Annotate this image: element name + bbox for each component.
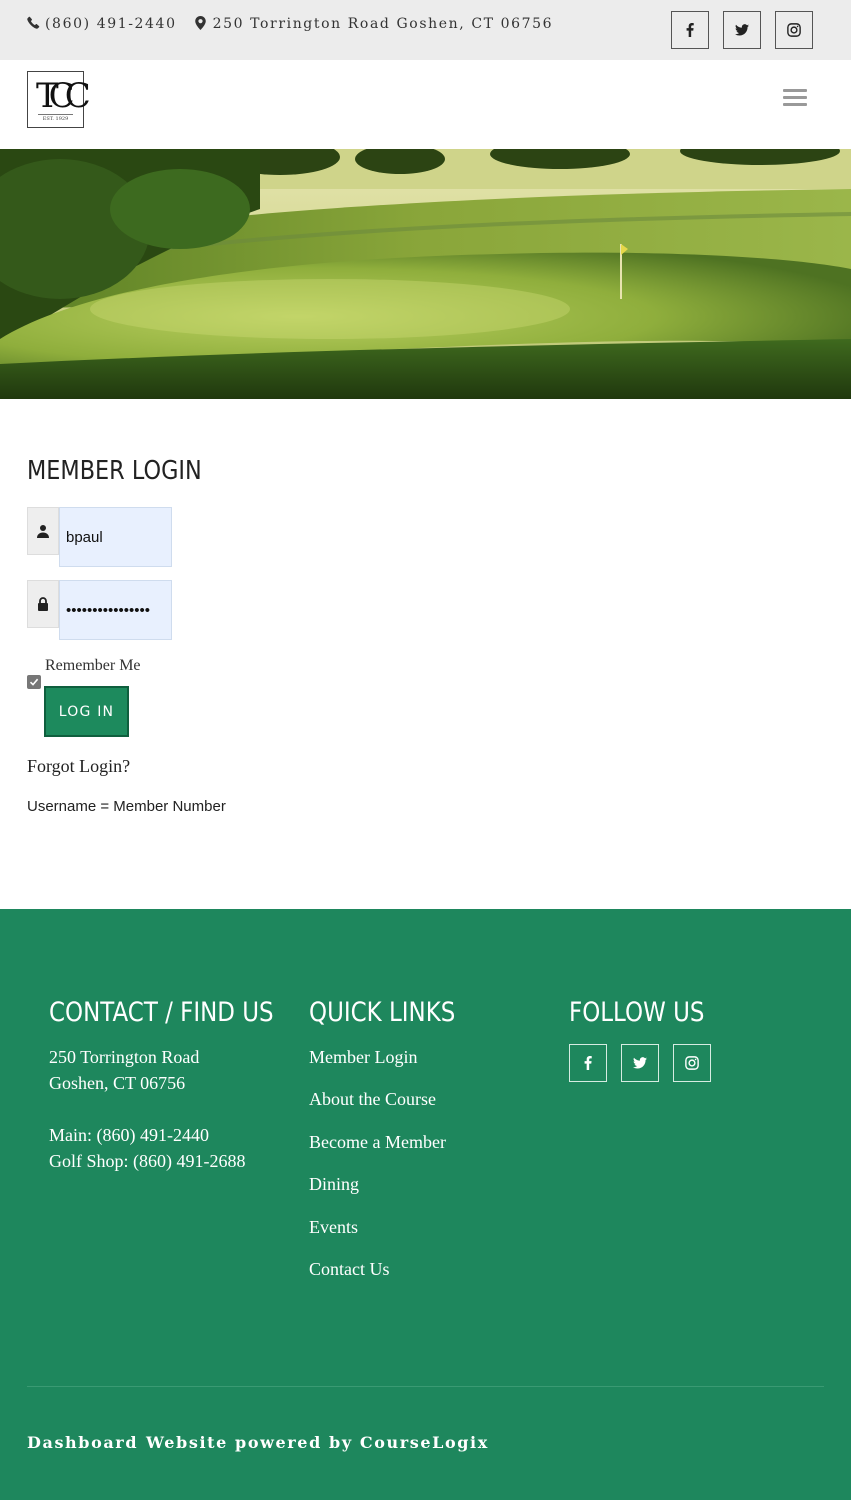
hamburger-menu-icon[interactable] (783, 89, 809, 107)
facebook-icon (683, 23, 697, 37)
top-instagram-button[interactable] (775, 11, 813, 49)
powered-by-link[interactable]: Website powered by CourseLogix (146, 1433, 489, 1452)
contact-line (27, 16, 553, 32)
footer-facebook-button[interactable] (569, 1044, 607, 1082)
instagram-icon (787, 23, 801, 37)
top-bar (0, 0, 851, 60)
instagram-icon (685, 1056, 699, 1070)
top-twitter-button[interactable] (723, 11, 761, 49)
quick-links-heading: QUICK LINKS (309, 997, 456, 1028)
twitter-icon (633, 1056, 647, 1070)
footer-divider (27, 1386, 824, 1387)
checkmark-icon (29, 677, 39, 687)
remember-me-label: Remember Me (45, 657, 141, 674)
top-address-wrap (195, 16, 554, 32)
dashboard-link[interactable]: Dashboard (27, 1433, 139, 1452)
lock-icon (27, 580, 59, 628)
login-button[interactable]: LOG IN (44, 686, 129, 737)
username-hint: Username = Member Number (27, 798, 226, 815)
phone-icon (27, 16, 41, 32)
contact-heading: CONTACT / FIND US (49, 997, 274, 1028)
top-facebook-button[interactable] (671, 11, 709, 49)
top-phone[interactable]: (860) 491-2440 (45, 16, 177, 32)
site-footer (0, 909, 851, 1500)
quick-link-events[interactable]: Events (309, 1217, 358, 1237)
footer-address-line2: Goshen, CT 06756 (49, 1073, 186, 1093)
facebook-icon (581, 1056, 595, 1070)
remember-me-checkbox[interactable] (27, 675, 41, 689)
logo-est: EST. 1929 (42, 116, 69, 122)
twitter-icon (735, 23, 749, 37)
footer-main-phone[interactable]: Main: (860) 491-2440 (49, 1125, 209, 1145)
club-logo[interactable] (27, 71, 84, 128)
footer-address-line1: 250 Torrington Road (49, 1047, 200, 1067)
page-title: MEMBER LOGIN (27, 456, 202, 486)
username-input[interactable] (59, 507, 172, 567)
site-header (0, 60, 851, 149)
logo-rule (38, 114, 73, 115)
quick-link-member-login[interactable]: Member Login (309, 1047, 418, 1067)
quick-link-contact-us[interactable]: Contact Us (309, 1259, 390, 1279)
user-icon (27, 507, 59, 555)
password-field-group (27, 580, 172, 640)
footer-twitter-button[interactable] (621, 1044, 659, 1082)
footer-instagram-button[interactable] (673, 1044, 711, 1082)
follow-us-heading: FOLLOW US (569, 997, 705, 1028)
forgot-login-link[interactable]: Forgot Login? (27, 756, 131, 776)
quick-link-dining[interactable]: Dining (309, 1174, 360, 1194)
map-marker-icon (195, 16, 209, 32)
quick-link-become-member[interactable]: Become a Member (309, 1132, 446, 1152)
username-field-group (27, 507, 172, 567)
hero-golf-course-image (0, 149, 851, 399)
top-address: 250 Torrington Road Goshen, CT 06756 (212, 16, 554, 32)
footer-golf-shop-phone[interactable]: Golf Shop: (860) 491-2688 (49, 1151, 246, 1171)
password-input[interactable] (59, 580, 172, 640)
logo-monogram: TCC (36, 76, 81, 116)
quick-link-about-course[interactable]: About the Course (309, 1089, 436, 1109)
